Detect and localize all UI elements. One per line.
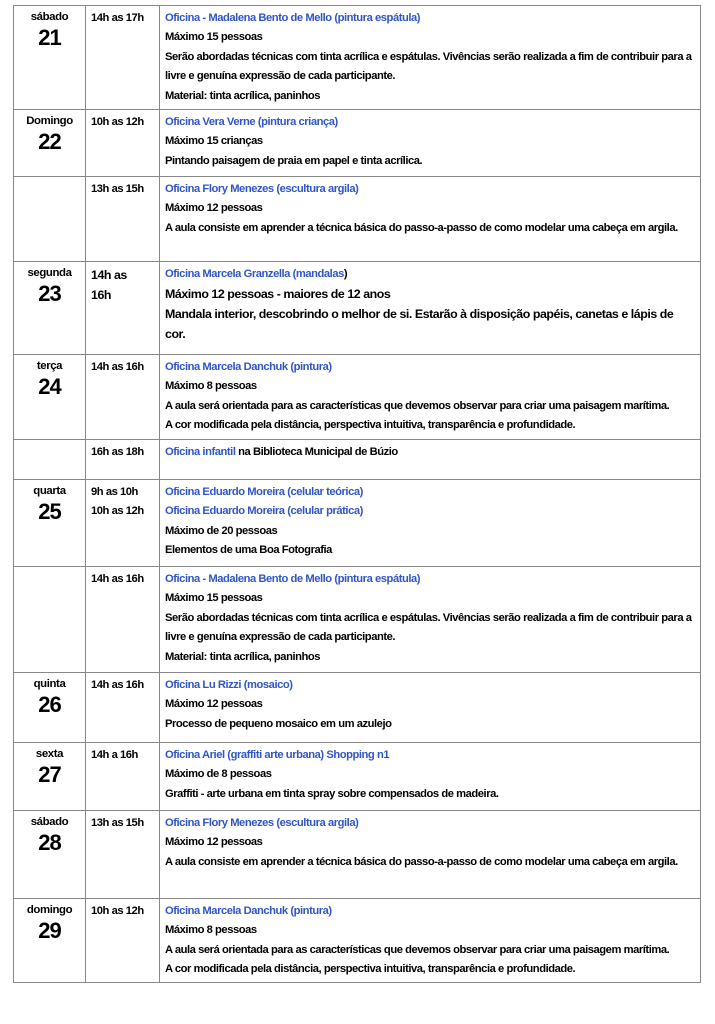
table-row	[14, 110, 701, 177]
time-cell	[86, 567, 160, 673]
time-cell	[86, 811, 160, 899]
description: Serão abordadas técnicas com tinta acrílica e espátulas. Vivências serão realizada a fim de contribuir para a livre e genuína expressão de cada participante.	[165, 50, 692, 83]
description: A aula será orientada para as características que devemos observar para criar uma paisagem marítima.	[165, 399, 670, 412]
capacity: Máximo 15 pessoas	[165, 31, 263, 44]
day-number: 24	[38, 374, 61, 399]
description-cell	[160, 440, 701, 480]
description: A aula consiste em aprender a técnica básica do passo-a-passo de como modelar uma cabeça em argila.	[165, 221, 678, 234]
day-cell	[14, 177, 86, 262]
description: Mandala interior, descobrindo o melhor de si. Estarão à disposição papéis, canetas e lápis de cor.	[165, 307, 674, 342]
day-number: 21	[38, 25, 61, 50]
weekday: terça	[36, 360, 63, 372]
capacity: Máximo 8 pessoas	[165, 924, 257, 937]
description-cell	[160, 110, 701, 177]
time-range: 10h as 12h	[91, 116, 144, 128]
day-cell	[14, 899, 86, 983]
day-cell	[14, 6, 86, 110]
time-range: 14h as 16h	[91, 679, 144, 691]
table-row	[14, 262, 701, 355]
time-range: 16h as 18h	[91, 446, 144, 458]
time-cell	[86, 110, 160, 177]
material: Material: tinta acrílica, paninhos	[165, 650, 321, 663]
schedule-body	[14, 6, 701, 983]
time-cell	[86, 355, 160, 440]
time-range: 14h a 16h	[91, 749, 138, 761]
capacity: Máximo 15 crianças	[165, 135, 263, 148]
table-row	[14, 567, 701, 673]
day-cell	[14, 811, 86, 899]
table-row	[14, 440, 701, 480]
day-cell	[14, 673, 86, 743]
capacity: Máximo 12 pessoas - maiores de 12 anos	[165, 287, 391, 302]
day-cell	[14, 480, 86, 567]
capacity: Máximo de 20 pessoas	[165, 524, 278, 537]
workshop-title: Oficina Marcela Danchuk (pintura)	[165, 905, 332, 917]
capacity: Máximo 8 pessoas	[165, 380, 257, 393]
day-number: 28	[38, 830, 61, 855]
capacity: Máximo 12 pessoas	[165, 202, 263, 215]
weekday: sábado	[30, 11, 69, 23]
description: Pintando paisagem de praia em papel e tinta acrílica.	[165, 154, 423, 167]
time-cell	[86, 6, 160, 110]
workshop-location: na Biblioteca Municipal de Búzio	[235, 446, 398, 458]
schedule-table	[13, 5, 701, 983]
time-cell	[86, 480, 160, 567]
time-range: 13h as 15h	[91, 817, 144, 829]
description: Serão abordadas técnicas com tinta acrílica e espátulas. Vivências serão realizada a fim de contribuir para a livre e genuína expressão de cada participante.	[165, 611, 692, 644]
time-range-cont: 16h	[91, 288, 112, 302]
workshop-title: Oficina Flory Menezes (escultura argila)	[165, 183, 359, 195]
table-row	[14, 177, 701, 262]
time-range: 13h as 15h	[91, 183, 144, 195]
capacity: Máximo de 8 pessoas	[165, 768, 272, 781]
workshop-title: Oficina - Madalena Bento de Mello (pintura espátula)	[165, 573, 421, 585]
time-cell	[86, 177, 160, 262]
description-cell	[160, 567, 701, 673]
workshop-title-2: Oficina Eduardo Moreira (celular prática)	[165, 505, 363, 518]
day-cell	[14, 355, 86, 440]
capacity: Máximo 12 pessoas	[165, 698, 263, 711]
description-cell	[160, 480, 701, 567]
workshop-title: Oficina Vera Verne (pintura criança)	[165, 116, 338, 128]
description-cell	[160, 355, 701, 440]
time-range: 14h as 16h	[91, 573, 144, 585]
weekday: domingo	[26, 904, 73, 916]
table-row	[14, 480, 701, 567]
day-number: 29	[38, 918, 61, 943]
description-cell	[160, 6, 701, 110]
description-cell	[160, 811, 701, 899]
description-cont: A cor modificada pela distância, perspectiva intuitiva, transparência e profundidade.	[165, 963, 576, 976]
description-cell	[160, 899, 701, 983]
time-cell	[86, 440, 160, 480]
description-cell	[160, 262, 701, 355]
workshop-title: Oficina infantil	[165, 446, 236, 458]
description: A aula será orientada para as características que devemos observar para criar uma paisagem marítima.	[165, 943, 670, 956]
table-row	[14, 6, 701, 110]
day-number: 25	[38, 499, 61, 524]
material: Material: tinta acrílica, paninhos	[165, 89, 321, 102]
time-range: 10h as 12h	[91, 905, 144, 917]
day-number: 22	[38, 129, 61, 154]
description: A aula consiste em aprender a técnica básica do passo-a-passo de como modelar uma cabeça em argila.	[165, 855, 678, 868]
weekday: sexta	[35, 748, 64, 760]
workshop-title: Oficina Eduardo Moreira (celular teórica)	[165, 486, 363, 498]
table-row	[14, 811, 701, 899]
day-cell	[14, 567, 86, 673]
weekday: quarta	[33, 485, 66, 497]
description-cont: A cor modificada pela distância, perspectiva intuitiva, transparência e profundidade.	[165, 419, 576, 432]
weekday: sábado	[30, 816, 69, 828]
weekday: Domingo	[26, 115, 73, 127]
description: Elementos de uma Boa Fotografia	[165, 544, 332, 557]
workshop-title: Oficina Marcela Danchuk (pintura)	[165, 361, 332, 373]
description-cell	[160, 673, 701, 743]
weekday: segunda	[27, 267, 72, 279]
time-cell	[86, 743, 160, 811]
time-range: 14h as	[91, 268, 127, 282]
description-cell	[160, 743, 701, 811]
day-number: 23	[38, 281, 61, 306]
weekday: quinta	[33, 678, 66, 690]
description-cell	[160, 177, 701, 262]
time-range: 9h as 10h	[91, 486, 138, 498]
day-cell	[14, 262, 86, 355]
workshop-title: Oficina Flory Menezes (escultura argila)	[165, 817, 359, 829]
workshop-title-suffix: )	[343, 268, 348, 280]
workshop-title: Oficina Lu Rizzi (mosaico)	[165, 679, 293, 691]
day-number: 26	[38, 692, 61, 717]
table-row	[14, 743, 701, 811]
workshop-title: Oficina Ariel (graffiti arte urbana) Shopping n1	[165, 749, 390, 761]
day-cell	[14, 110, 86, 177]
day-cell	[14, 743, 86, 811]
day-cell	[14, 440, 86, 480]
description: Graffiti - arte urbana em tinta spray sobre compensados de madeira.	[165, 787, 499, 800]
table-row	[14, 355, 701, 440]
workshop-title: Oficina Marcela Granzella (mandalas	[165, 268, 344, 280]
time-cell	[86, 899, 160, 983]
table-row	[14, 899, 701, 983]
table-row	[14, 673, 701, 743]
time-cell	[86, 262, 160, 355]
time-range: 14h as 16h	[91, 361, 144, 373]
time-range: 14h as 17h	[91, 12, 144, 24]
day-number: 27	[38, 762, 61, 787]
description: Processo de pequeno mosaico em um azulejo	[165, 717, 392, 730]
workshop-title: Oficina - Madalena Bento de Mello (pintura espátula)	[165, 12, 421, 24]
time-cell	[86, 673, 160, 743]
time-range-2: 10h as 12h	[91, 505, 144, 518]
capacity: Máximo 12 pessoas	[165, 836, 263, 849]
capacity: Máximo 15 pessoas	[165, 592, 263, 605]
